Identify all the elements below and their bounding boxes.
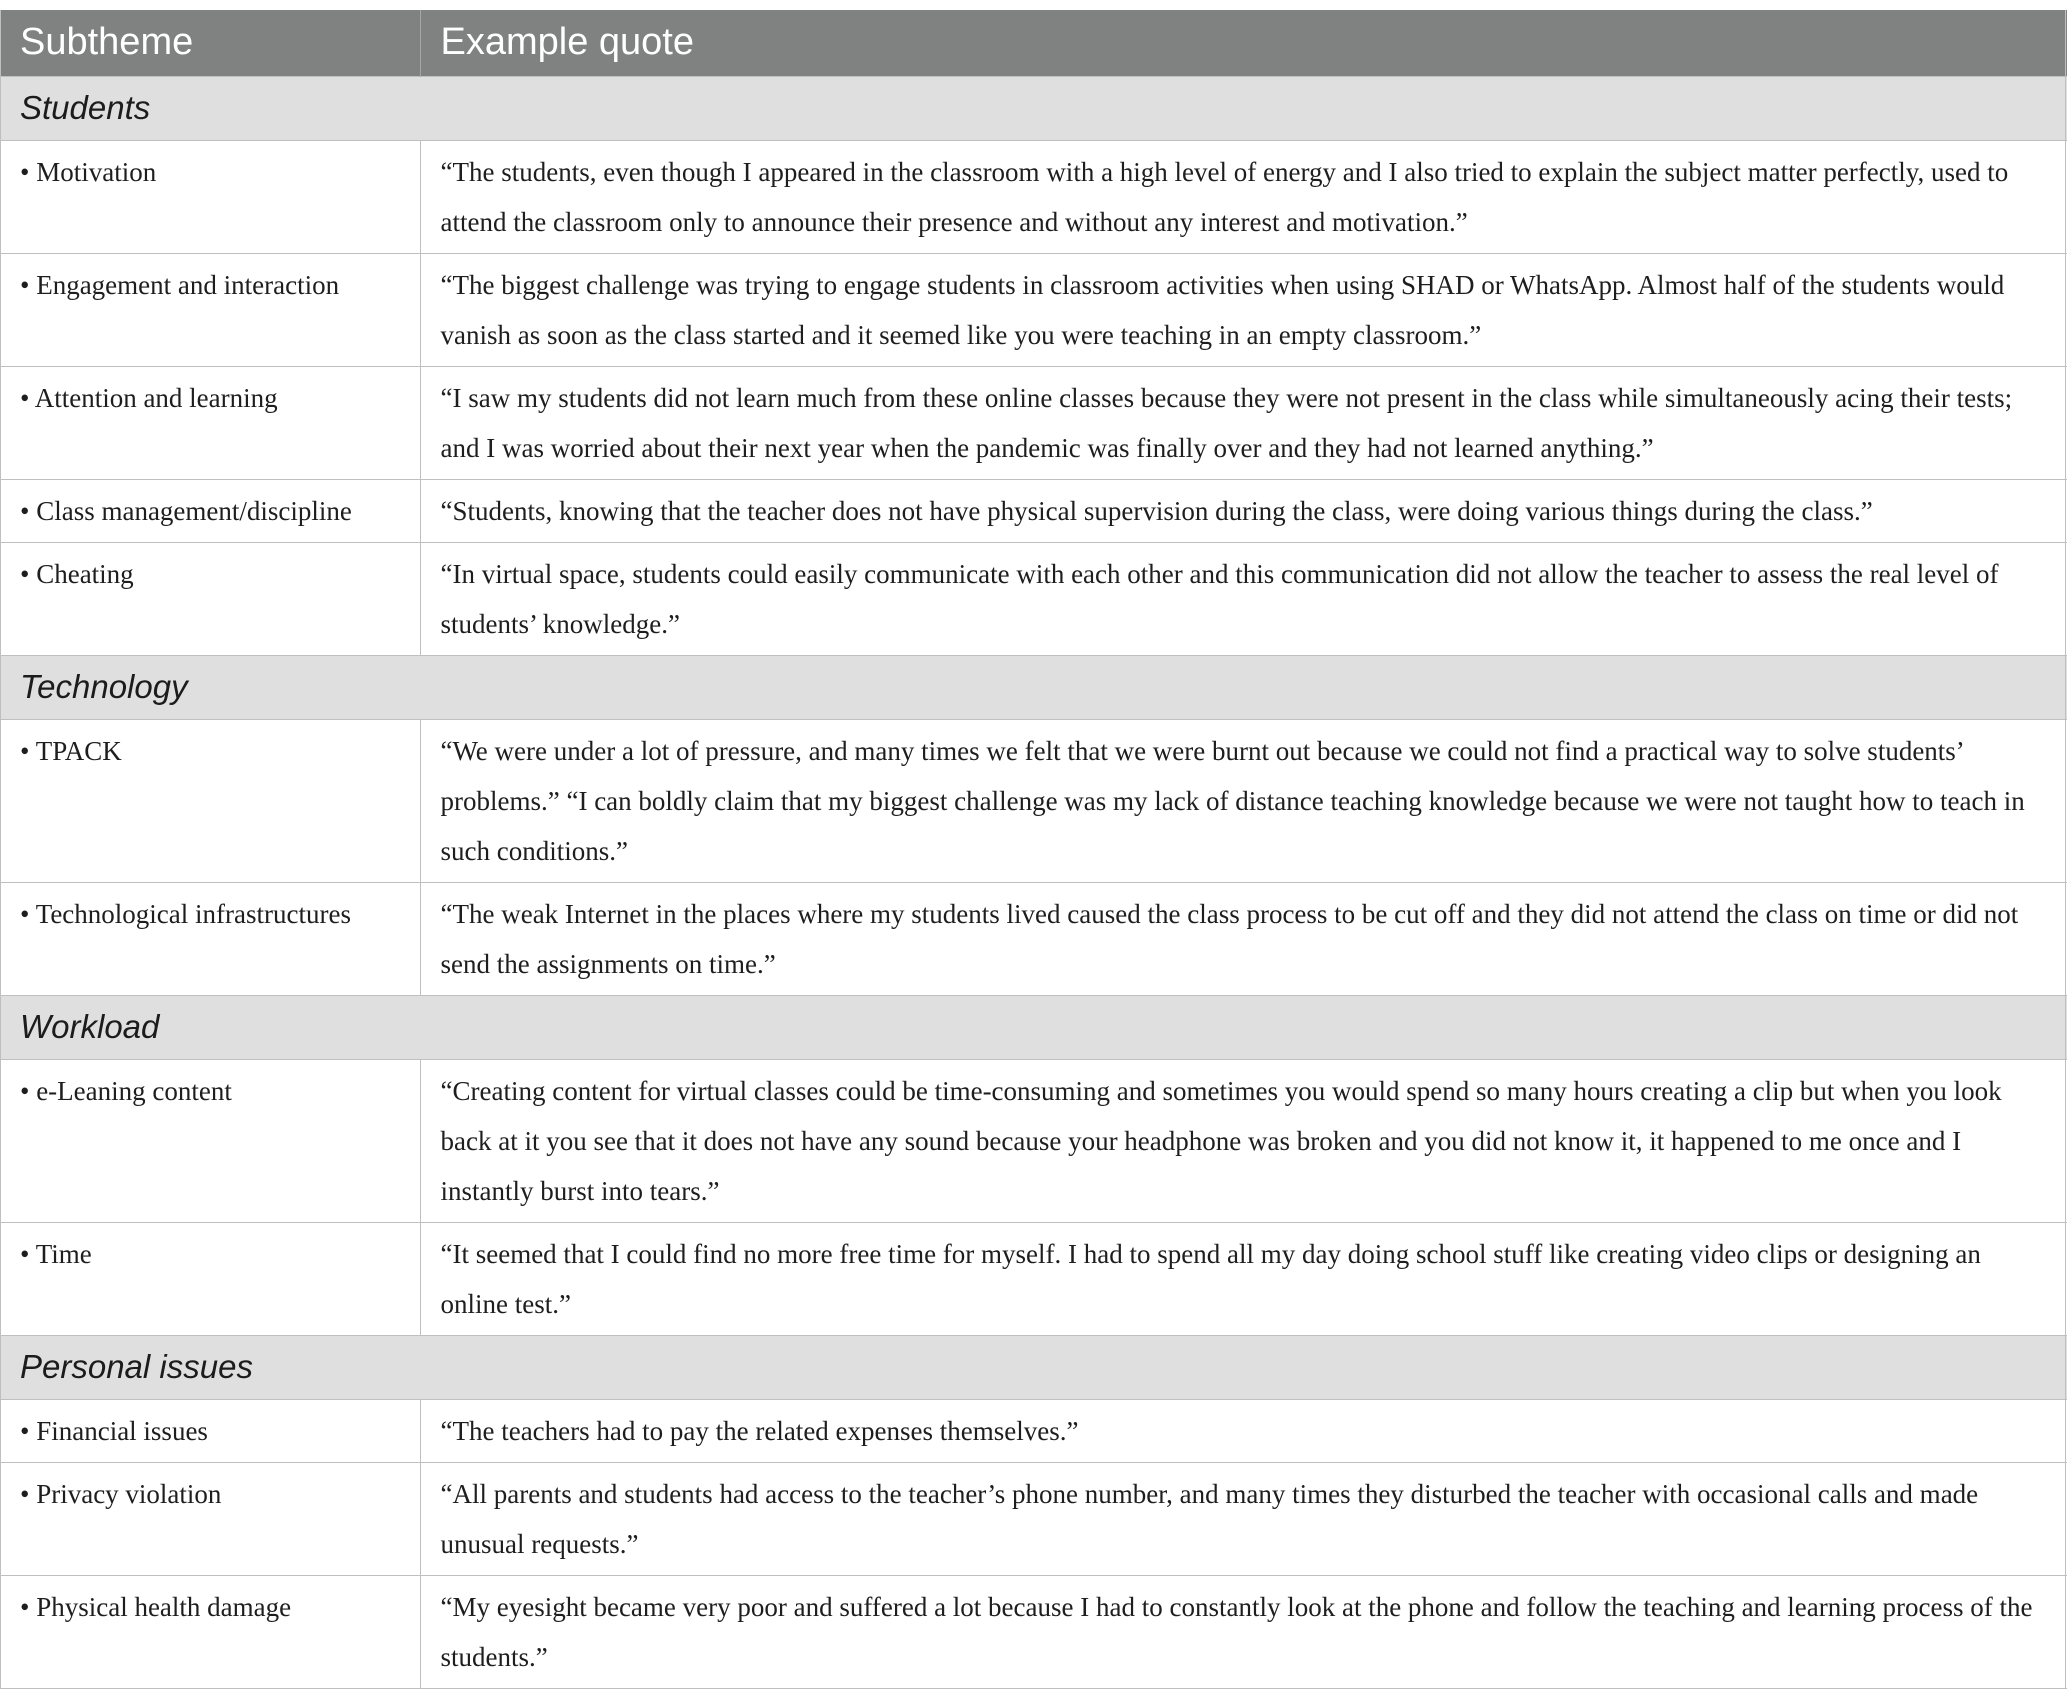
section-row (0, 76, 2067, 140)
table-row (0, 366, 2067, 479)
quote-cell: “It seemed that I could find no more free time for myself. I had to spend all my day doing school stuff like creating video clips or designing an online test.” (420, 1222, 2067, 1335)
section-row (0, 995, 2067, 1059)
table-row (0, 882, 2067, 995)
table-row (0, 719, 2067, 882)
quote-cell: “The weak Internet in the places where my students lived caused the class process to be cut off and they did not attend the class on time or did not send the assignments on time.” (420, 882, 2067, 995)
table-row (0, 542, 2067, 655)
quote-cell: “My eyesight became very poor and suffered a lot because I had to constantly look at the phone and follow the teaching and learning process of the students.” (420, 1575, 2067, 1688)
subtheme-cell: • Attention and learning (0, 366, 420, 479)
subtheme-cell: • TPACK (0, 719, 420, 882)
section-row (0, 1335, 2067, 1399)
section-title: Technology (0, 655, 2067, 719)
quote-cell: “In virtual space, students could easily communicate with each other and this communication did not allow the teacher to assess the real level of students’ knowledge.” (420, 542, 2067, 655)
subtheme-cell: • Motivation (0, 140, 420, 253)
section-row (0, 655, 2067, 719)
table-header-row (0, 10, 2067, 76)
subtheme-cell: • Technological infrastructures (0, 882, 420, 995)
table-body (0, 76, 2067, 1688)
subtheme-cell: • Financial issues (0, 1399, 420, 1462)
table-row (0, 140, 2067, 253)
table-row (0, 1462, 2067, 1575)
subtheme-cell: • e-Leaning content (0, 1059, 420, 1222)
quote-cell: “I saw my students did not learn much from these online classes because they were not present in the class while simultaneously acing their tests; and I was worried about their next year when the pandemic was finally over and they had not learned anything.” (420, 366, 2067, 479)
quote-cell: “All parents and students had access to the teacher’s phone number, and many times they disturbed the teacher with occasional calls and made unusual requests.” (420, 1462, 2067, 1575)
quote-cell: “The biggest challenge was trying to engage students in classroom activities when using SHAD or WhatsApp. Almost half of the students would vanish as soon as the class started and it seemed like you were teaching in an empty classroom.” (420, 253, 2067, 366)
header-subtheme: Subtheme (0, 10, 420, 76)
quote-cell: “The students, even though I appeared in the classroom with a high level of energy and I also tried to explain the subject matter perfectly, used to attend the classroom only to announce their presence and without any interest and motivation.” (420, 140, 2067, 253)
subtheme-cell: • Class management/discipline (0, 479, 420, 542)
table-row (0, 1575, 2067, 1688)
subtheme-cell: • Engagement and interaction (0, 253, 420, 366)
section-title: Personal issues (0, 1335, 2067, 1399)
section-title: Students (0, 76, 2067, 140)
quote-cell: “Creating content for virtual classes could be time-consuming and sometimes you would spend so many hours creating a clip but when you look back at it you see that it does not have any sound because your headphone was broken and you did not know it, it happened to me once and I instantly burst into tears.” (420, 1059, 2067, 1222)
header-example-quote: Example quote (420, 10, 2067, 76)
subtheme-quote-table (0, 10, 2067, 1689)
table-row (0, 1059, 2067, 1222)
subtheme-cell: • Cheating (0, 542, 420, 655)
subtheme-quote-table-container (0, 10, 2067, 1689)
section-title: Workload (0, 995, 2067, 1059)
quote-cell: “Students, knowing that the teacher does not have physical supervision during the class, were doing various things during the class.” (420, 479, 2067, 542)
table-row (0, 253, 2067, 366)
subtheme-cell: • Time (0, 1222, 420, 1335)
table-row (0, 1222, 2067, 1335)
table-row (0, 479, 2067, 542)
quote-cell: “We were under a lot of pressure, and many times we felt that we were burnt out because we could not find a practical way to solve students’ problems.” “I can boldly claim that my biggest challenge was my lack of distance teaching knowledge because we were not taught how to teach in such conditions.” (420, 719, 2067, 882)
quote-cell: “The teachers had to pay the related expenses themselves.” (420, 1399, 2067, 1462)
table-row (0, 1399, 2067, 1462)
subtheme-cell: • Physical health damage (0, 1575, 420, 1688)
subtheme-cell: • Privacy violation (0, 1462, 420, 1575)
